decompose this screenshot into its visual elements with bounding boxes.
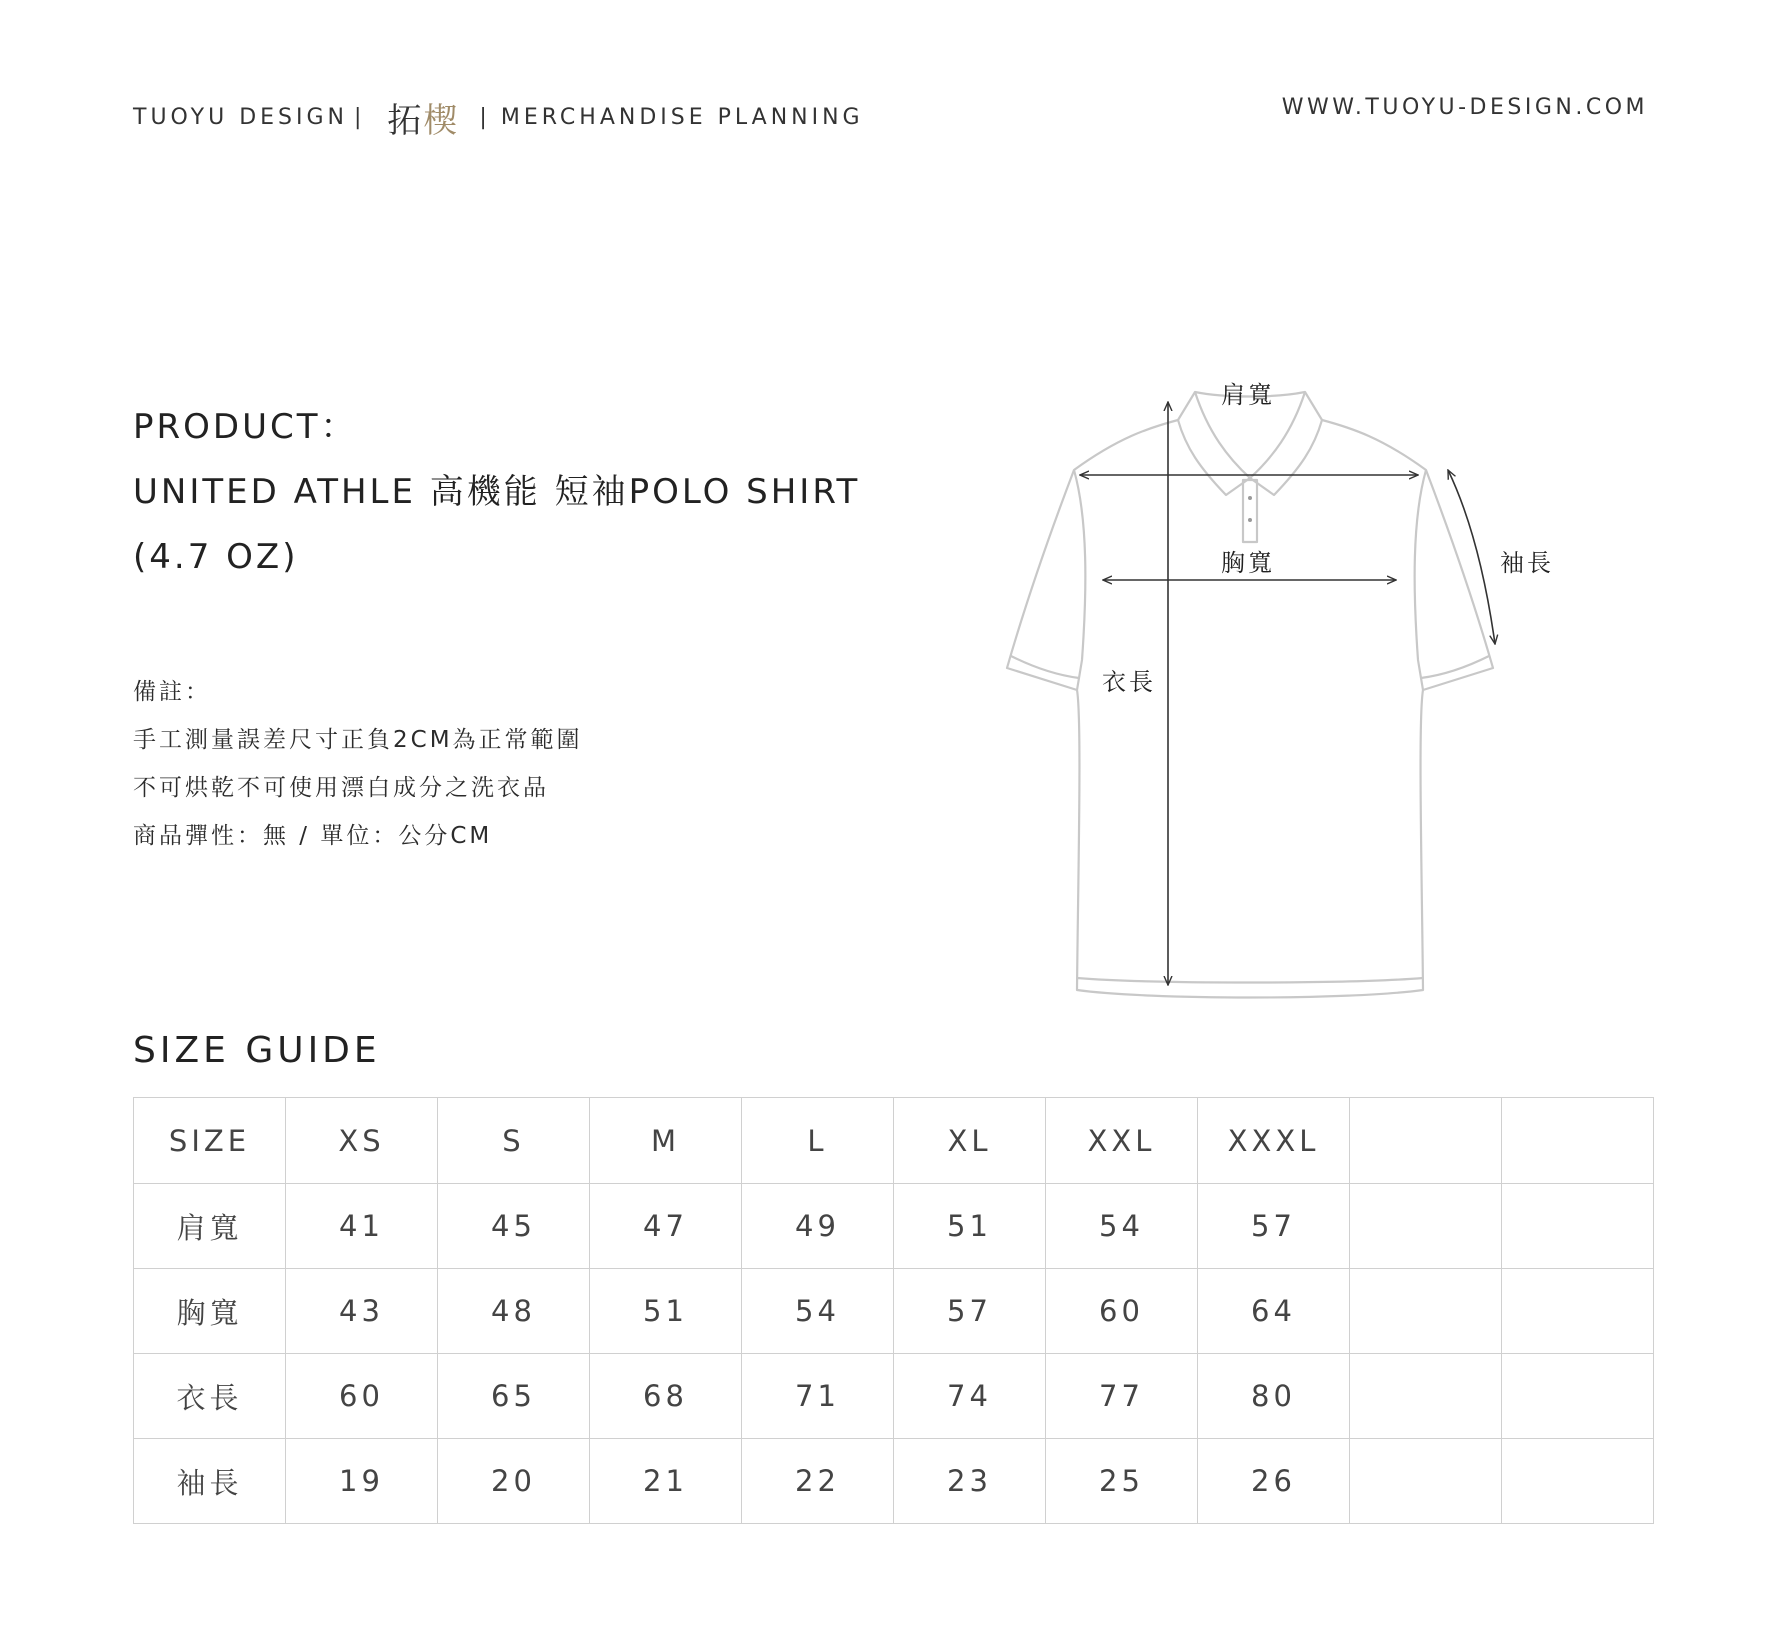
notes-title: 備註：	[133, 679, 211, 705]
size-guide-title: SIZE GUIDE	[133, 1030, 381, 1071]
header-separator-2: |	[479, 105, 491, 130]
brand-name: TUOYU DESIGN	[133, 105, 348, 130]
note-line: 不可烘乾不可使用漂白成分之洗衣品	[133, 775, 549, 801]
table-header-cell: M	[590, 1098, 742, 1184]
measurement-name-cell: 衣長	[134, 1354, 286, 1439]
size-table	[133, 1097, 1654, 1524]
table-cell: 21	[590, 1439, 742, 1524]
table-cell: 80	[1198, 1354, 1350, 1439]
note-line: 手工測量誤差尺寸正負2CM為正常範圍	[133, 727, 583, 753]
placket-buttons	[1248, 496, 1252, 522]
table-cell: 51	[590, 1269, 742, 1354]
logo-char-1: 拓	[387, 101, 424, 141]
website-link[interactable]: WWW.TUOYU-DESIGN.COM	[1281, 95, 1648, 120]
table-row	[134, 1439, 1654, 1524]
table-cell: 65	[438, 1354, 590, 1439]
brand-logo	[387, 93, 459, 142]
table-cell: 26	[1198, 1439, 1350, 1524]
header-brand	[133, 93, 864, 142]
table-cell: 19	[286, 1439, 438, 1524]
table-header-cell: L	[742, 1098, 894, 1184]
shoulder-label: 肩寬	[1221, 381, 1275, 409]
product-name: UNITED ATHLE 高機能 短袖POLO SHIRT	[133, 472, 861, 512]
table-header-cell	[1350, 1098, 1502, 1184]
logo-char-2: 楔	[423, 101, 460, 141]
chest-label: 胸寬	[1221, 549, 1275, 577]
table-cell: 57	[1198, 1184, 1350, 1269]
table-cell: 71	[742, 1354, 894, 1439]
table-cell: 60	[1046, 1269, 1198, 1354]
header-separator: |	[354, 105, 366, 130]
product-weight: (4.7 OZ)	[133, 537, 299, 577]
polo-shirt-illustration	[990, 380, 1610, 1010]
table-header-cell: XXL	[1046, 1098, 1198, 1184]
table-cell	[1502, 1269, 1654, 1354]
table-cell	[1502, 1184, 1654, 1269]
product-info	[133, 395, 860, 590]
table-cell: 22	[742, 1439, 894, 1524]
table-cell	[1350, 1439, 1502, 1524]
product-label: PRODUCT：	[133, 407, 358, 447]
table-cell: 54	[1046, 1184, 1198, 1269]
shirt-measurement-diagram	[990, 380, 1610, 1010]
division-name: MERCHANDISE PLANNING	[500, 105, 864, 130]
table-row	[134, 1184, 1654, 1269]
table-cell: 48	[438, 1269, 590, 1354]
table-cell: 49	[742, 1184, 894, 1269]
note-line: 商品彈性：無 / 單位：公分CM	[133, 823, 493, 849]
table-row	[134, 1354, 1654, 1439]
table-header-cell: SIZE	[134, 1098, 286, 1184]
table-cell	[1502, 1354, 1654, 1439]
table-cell: 54	[742, 1269, 894, 1354]
table-row	[134, 1269, 1654, 1354]
table-cell: 41	[286, 1184, 438, 1269]
table-cell	[1350, 1354, 1502, 1439]
measurement-name-cell: 胸寬	[134, 1269, 286, 1354]
measurement-name-cell: 袖長	[134, 1439, 286, 1524]
notes	[133, 668, 583, 860]
table-cell: 47	[590, 1184, 742, 1269]
table-cell: 43	[286, 1269, 438, 1354]
table-cell: 77	[1046, 1354, 1198, 1439]
table-cell: 25	[1046, 1439, 1198, 1524]
measurement-name-cell: 肩寬	[134, 1184, 286, 1269]
table-cell: 57	[894, 1269, 1046, 1354]
table-cell	[1502, 1439, 1654, 1524]
table-header-cell: XXXL	[1198, 1098, 1350, 1184]
table-header-cell: S	[438, 1098, 590, 1184]
table-cell	[1350, 1184, 1502, 1269]
length-label: 衣長	[1102, 668, 1156, 696]
table-cell: 74	[894, 1354, 1046, 1439]
shirt-outline	[1007, 392, 1493, 998]
table-header-cell	[1502, 1098, 1654, 1184]
table-cell: 51	[894, 1184, 1046, 1269]
table-cell: 64	[1198, 1269, 1350, 1354]
table-header-row	[134, 1098, 1654, 1184]
table-cell: 20	[438, 1439, 590, 1524]
table-cell	[1350, 1269, 1502, 1354]
table-cell: 60	[286, 1354, 438, 1439]
table-cell: 23	[894, 1439, 1046, 1524]
table-cell: 45	[438, 1184, 590, 1269]
sleeve-label: 袖長	[1500, 549, 1554, 577]
table-cell: 68	[590, 1354, 742, 1439]
table-header-cell: XL	[894, 1098, 1046, 1184]
table-header-cell: XS	[286, 1098, 438, 1184]
sleeve-length-arrow	[1448, 470, 1495, 644]
